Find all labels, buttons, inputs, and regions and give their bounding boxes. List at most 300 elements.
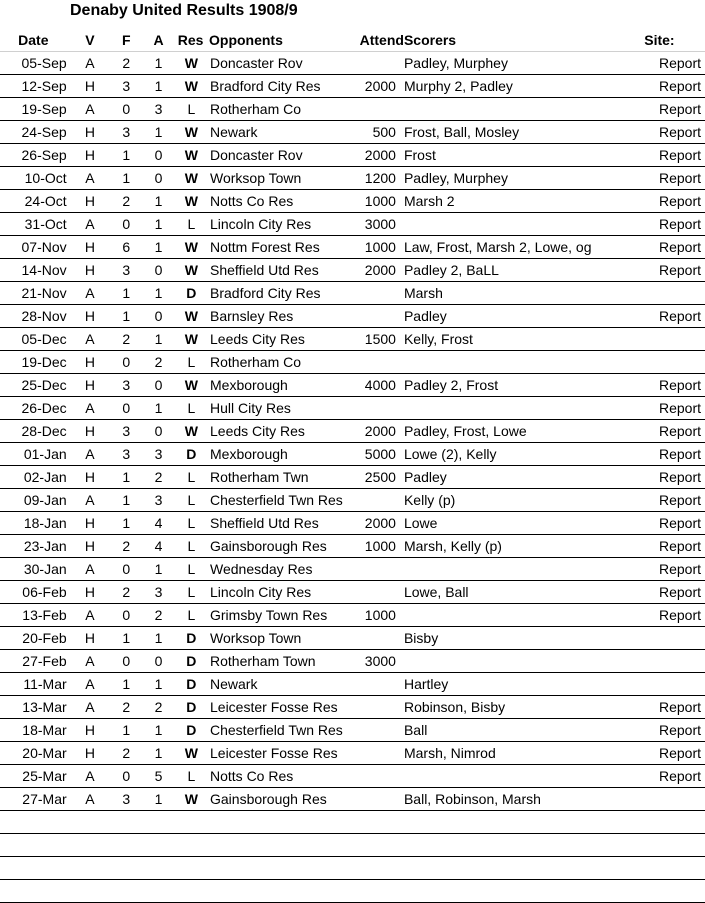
report-link [636,328,705,351]
report-link[interactable]: Report [636,397,705,420]
goals-against: 1 [139,75,177,98]
match-date: 28-Nov [0,305,67,328]
result: W [178,236,205,259]
venue: H [67,236,113,259]
result: L [178,765,205,788]
report-link[interactable]: Report [636,604,705,627]
goals-for: 1 [113,627,139,650]
goals-for: 3 [113,121,139,144]
report-link[interactable]: Report [636,98,705,121]
opponent: Doncaster Rov [205,144,355,167]
opponent: Newark [205,673,355,696]
table-row [0,558,705,581]
table-row [0,374,705,397]
venue: H [67,581,113,604]
opponent: Sheffield Utd Res [205,259,355,282]
attendance: 2500 [355,466,403,489]
attendance: 2000 [355,75,403,98]
goals-against: 0 [139,167,177,190]
attendance: 2000 [355,420,403,443]
table-row [0,190,705,213]
scorers [404,558,636,581]
match-date: 12-Sep [0,75,67,98]
match-date: 11-Mar [0,673,67,696]
table-row [0,604,705,627]
result: W [178,420,205,443]
result: D [178,696,205,719]
opponent: Notts Co Res [205,190,355,213]
opponent: Sheffield Utd Res [205,512,355,535]
opponent: Mexborough [205,443,355,466]
attendance [355,673,403,696]
goals-against: 2 [139,696,177,719]
header-row [0,30,705,52]
table-row [0,466,705,489]
venue: H [67,305,113,328]
result: L [178,351,205,374]
table-row [0,397,705,420]
match-date: 31-Oct [0,213,67,236]
match-date: 05-Sep [0,52,67,75]
opponent: Barnsley Res [205,305,355,328]
page-title: Denaby United Results 1908/9 [70,2,298,19]
scorers: Marsh, Nimrod [404,742,636,765]
match-date: 10-Oct [0,167,67,190]
header-venue: V [85,32,95,48]
goals-for: 6 [113,236,139,259]
match-date: 05-Dec [0,328,67,351]
report-link[interactable]: Report [636,420,705,443]
report-link[interactable]: Report [636,236,705,259]
report-link[interactable]: Report [636,75,705,98]
report-link[interactable]: Report [636,213,705,236]
report-link[interactable]: Report [636,719,705,742]
venue: A [67,98,113,121]
attendance: 1000 [355,604,403,627]
result: W [178,75,205,98]
report-link[interactable]: Report [636,443,705,466]
match-date: 20-Feb [0,627,67,650]
attendance: 3000 [355,650,403,673]
match-date: 19-Sep [0,98,67,121]
opponent: Gainsborough Res [205,788,355,811]
attendance [355,98,403,121]
goals-against: 2 [139,351,177,374]
table-row [0,52,705,75]
report-link[interactable]: Report [636,305,705,328]
goals-for: 2 [113,190,139,213]
result: W [178,305,205,328]
match-date: 26-Dec [0,397,67,420]
match-date: 27-Mar [0,788,67,811]
result: L [178,98,205,121]
opponent: Wednesday Res [205,558,355,581]
goals-for: 3 [113,259,139,282]
goals-for: 3 [113,443,139,466]
report-link[interactable]: Report [636,121,705,144]
goals-for: 1 [113,512,139,535]
match-date: 27-Feb [0,650,67,673]
scorers [404,213,636,236]
opponent: Chesterfield Twn Res [205,719,355,742]
attendance: 1000 [355,190,403,213]
table-row [0,213,705,236]
goals-against: 1 [139,328,177,351]
scorers [404,397,636,420]
report-link[interactable]: Report [636,144,705,167]
scorers [404,604,636,627]
opponent: Rotherham Co [205,98,355,121]
goals-against: 4 [139,512,177,535]
venue: A [67,673,113,696]
table-row [0,259,705,282]
match-date: 24-Sep [0,121,67,144]
goals-against: 1 [139,52,177,75]
goals-for: 1 [113,282,139,305]
table-row [0,351,705,374]
scorers: Lowe [404,512,636,535]
opponent: Rotherham Co [205,351,355,374]
match-date: 06-Feb [0,581,67,604]
table-row [0,98,705,121]
opponent: Lincoln City Res [205,581,355,604]
goals-for: 2 [113,696,139,719]
goals-for: 0 [113,558,139,581]
empty-cell [0,811,705,834]
header-date: Date [18,32,49,48]
result: L [178,604,205,627]
header-scorers: Scorers [403,32,457,48]
report-link[interactable]: Report [636,535,705,558]
result: D [178,673,205,696]
match-date: 14-Nov [0,259,67,282]
venue: A [67,650,113,673]
scorers: Padley [404,466,636,489]
match-date: 02-Jan [0,466,67,489]
goals-against: 1 [139,121,177,144]
venue: A [67,52,113,75]
empty-row [0,857,705,880]
goals-against: 5 [139,765,177,788]
venue: A [67,397,113,420]
scorers: Padley 2, BaLL [404,259,636,282]
report-link[interactable]: Report [636,489,705,512]
opponent: Doncaster Rov [205,52,355,75]
table-row [0,443,705,466]
attendance [355,397,403,420]
report-link [636,627,705,650]
attendance: 1000 [355,236,403,259]
opponent: Chesterfield Twn Res [205,489,355,512]
table-row [0,305,705,328]
goals-against: 1 [139,788,177,811]
venue: H [67,466,113,489]
venue: H [67,259,113,282]
result: L [178,213,205,236]
attendance [355,719,403,742]
table-row [0,696,705,719]
scorers: Marsh, Kelly (p) [404,535,636,558]
attendance [355,351,403,374]
attendance: 1500 [355,328,403,351]
opponent: Gainsborough Res [205,535,355,558]
goals-against: 0 [139,259,177,282]
scorers [404,351,636,374]
opponent: Lincoln City Res [205,213,355,236]
venue: H [67,75,113,98]
goals-against: 1 [139,236,177,259]
report-link [636,282,705,305]
opponent: Nottm Forest Res [205,236,355,259]
venue: A [67,604,113,627]
goals-for: 2 [113,52,139,75]
venue: A [67,765,113,788]
goals-against: 2 [139,604,177,627]
goals-against: 3 [139,489,177,512]
result: L [178,535,205,558]
report-link[interactable]: Report [636,374,705,397]
venue: A [67,167,113,190]
attendance [355,282,403,305]
report-link[interactable]: Report [636,52,705,75]
scorers [404,650,636,673]
empty-row [0,834,705,857]
match-date: 28-Dec [0,420,67,443]
goals-against: 1 [139,282,177,305]
report-link[interactable]: Report [636,558,705,581]
scorers: Padley, Murphey [404,167,636,190]
result: L [178,581,205,604]
scorers: Frost, Ball, Mosley [404,121,636,144]
report-link[interactable]: Report [636,259,705,282]
match-date: 20-Mar [0,742,67,765]
scorers: Hartley [404,673,636,696]
goals-for: 2 [113,535,139,558]
report-link[interactable]: Report [636,742,705,765]
empty-cell [0,857,705,880]
venue: A [67,558,113,581]
goals-for: 1 [113,719,139,742]
opponent: Bradford City Res [205,75,355,98]
venue: H [67,627,113,650]
result: D [178,443,205,466]
table-row [0,765,705,788]
result: W [178,374,205,397]
attendance: 2000 [355,512,403,535]
venue: A [67,696,113,719]
scorers [404,98,636,121]
result: D [178,650,205,673]
scorers: Kelly (p) [404,489,636,512]
opponent: Notts Co Res [205,765,355,788]
match-date: 24-Oct [0,190,67,213]
goals-for: 1 [113,489,139,512]
goals-for: 3 [113,75,139,98]
goals-against: 1 [139,627,177,650]
table-row [0,535,705,558]
table-row [0,719,705,742]
scorers: Kelly, Frost [404,328,636,351]
empty-cell [0,880,705,903]
venue: H [67,719,113,742]
goals-for: 0 [113,650,139,673]
attendance: 2000 [355,144,403,167]
result: D [178,627,205,650]
result: W [178,788,205,811]
header-result: Res [177,32,204,48]
goals-against: 1 [139,558,177,581]
goals-against: 1 [139,673,177,696]
venue: H [67,742,113,765]
opponent: Newark [205,121,355,144]
report-link [636,788,705,811]
result: W [178,259,205,282]
result: W [178,121,205,144]
match-date: 30-Jan [0,558,67,581]
report-link[interactable]: Report [636,696,705,719]
venue: H [67,535,113,558]
attendance [355,489,403,512]
goals-against: 3 [139,98,177,121]
goals-for: 2 [113,581,139,604]
attendance [355,52,403,75]
attendance: 1000 [355,535,403,558]
match-date: 26-Sep [0,144,67,167]
table-row [0,75,705,98]
scorers: Robinson, Bisby [404,696,636,719]
match-date: 18-Mar [0,719,67,742]
result: W [178,144,205,167]
result: L [178,512,205,535]
table-row [0,167,705,190]
scorers: Murphy 2, Padley [404,75,636,98]
venue: H [67,512,113,535]
match-date: 19-Dec [0,351,67,374]
attendance [355,627,403,650]
goals-against: 1 [139,213,177,236]
goals-against: 0 [139,305,177,328]
opponent: Worksop Town [205,627,355,650]
venue: A [67,328,113,351]
goals-against: 1 [139,397,177,420]
match-date: 13-Mar [0,696,67,719]
attendance [355,742,403,765]
opponent: Hull City Res [205,397,355,420]
goals-against: 3 [139,581,177,604]
table-row [0,512,705,535]
match-date: 01-Jan [0,443,67,466]
result: D [178,719,205,742]
venue: H [67,121,113,144]
goals-against: 1 [139,742,177,765]
opponent: Grimsby Town Res [205,604,355,627]
table-row [0,144,705,167]
scorers: Lowe, Ball [404,581,636,604]
goals-for: 0 [113,351,139,374]
table-row [0,489,705,512]
goals-for: 0 [113,397,139,420]
report-link [636,351,705,374]
opponent: Rotherham Twn [205,466,355,489]
goals-for: 0 [113,213,139,236]
attendance: 1200 [355,167,403,190]
goals-for: 1 [113,673,139,696]
scorers [404,765,636,788]
goals-against: 0 [139,374,177,397]
attendance: 4000 [355,374,403,397]
opponent: Rotherham Town [205,650,355,673]
venue: H [67,420,113,443]
result: L [178,397,205,420]
table-row [0,282,705,305]
result: L [178,489,205,512]
report-link[interactable]: Report [636,581,705,604]
goals-against: 1 [139,719,177,742]
attendance: 3000 [355,213,403,236]
scorers: Law, Frost, Marsh 2, Lowe, og [404,236,636,259]
match-date: 25-Mar [0,765,67,788]
scorers: Frost [404,144,636,167]
table-row [0,581,705,604]
report-link[interactable]: Report [636,765,705,788]
empty-row [0,811,705,834]
goals-for: 2 [113,742,139,765]
scorers: Padley, Murphey [404,52,636,75]
report-link[interactable]: Report [636,466,705,489]
result: W [178,328,205,351]
venue: H [67,351,113,374]
report-link[interactable]: Report [636,190,705,213]
goals-for: 0 [113,765,139,788]
scorers: Marsh [404,282,636,305]
opponent: Leeds City Res [205,420,355,443]
table-row [0,236,705,259]
venue: A [67,443,113,466]
venue: H [67,374,113,397]
venue: A [67,282,113,305]
report-link[interactable]: Report [636,512,705,535]
goals-against: 0 [139,420,177,443]
table-row [0,328,705,351]
header-opponents: Opponents [209,32,283,48]
attendance [355,581,403,604]
match-date: 18-Jan [0,512,67,535]
attendance: 500 [355,121,403,144]
attendance [355,788,403,811]
table-row [0,742,705,765]
attendance: 5000 [355,443,403,466]
header-site: Site: [644,32,675,48]
scorers: Padley, Frost, Lowe [404,420,636,443]
venue: H [67,190,113,213]
scorers: Lowe (2), Kelly [404,443,636,466]
match-date: 07-Nov [0,236,67,259]
empty-row [0,880,705,903]
table-row [0,420,705,443]
result: L [178,466,205,489]
header-goals-for: F [121,32,131,48]
report-link[interactable]: Report [636,167,705,190]
attendance [355,305,403,328]
goals-for: 3 [113,420,139,443]
opponent: Leicester Fosse Res [205,696,355,719]
goals-against: 2 [139,466,177,489]
results-table [0,30,705,903]
scorers: Marsh 2 [404,190,636,213]
goals-against: 4 [139,535,177,558]
opponent: Mexborough [205,374,355,397]
goals-against: 3 [139,443,177,466]
